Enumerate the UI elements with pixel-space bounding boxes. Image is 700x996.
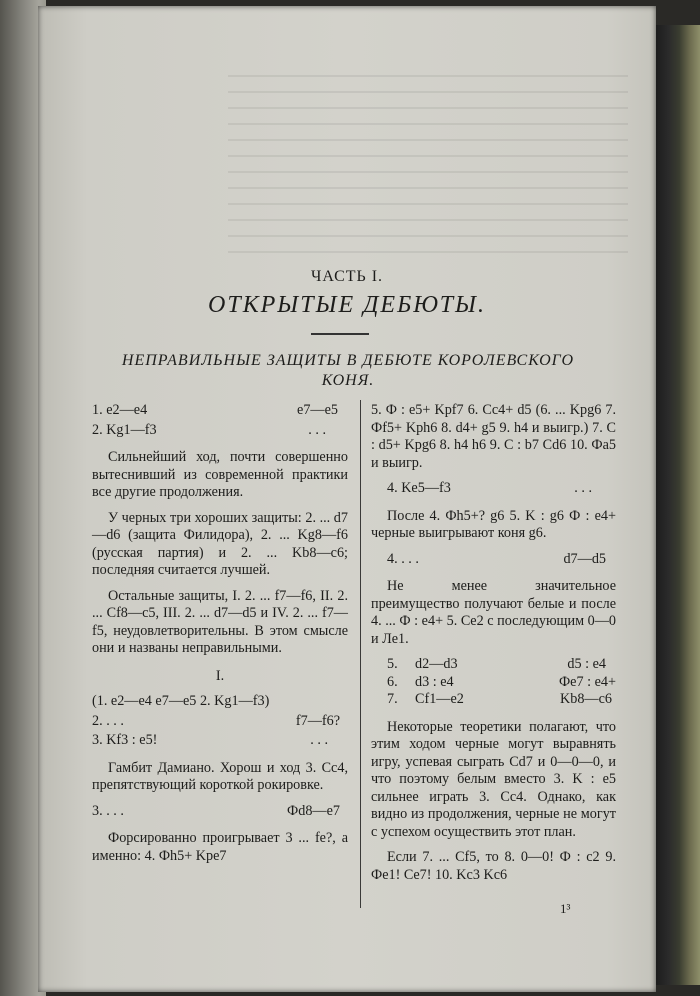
page-title: ОТКРЫТЫЕ ДЕБЮТЫ. (208, 292, 486, 318)
move-row (92, 713, 348, 731)
white-move: 2. . . . (92, 712, 124, 729)
move-number: 5. (387, 656, 398, 672)
move-row (92, 402, 348, 420)
black-move: . . . (308, 421, 326, 438)
move-row (92, 422, 348, 440)
show-through-text (228, 61, 628, 271)
title-rule (311, 333, 369, 335)
move-row (387, 674, 616, 692)
white-move: 1. e2—e4 (92, 402, 148, 418)
column-divider (360, 400, 361, 908)
white-move: 4. . . . (387, 550, 419, 567)
move-row (92, 693, 348, 711)
white-move: 3. Kf3 : e5! (92, 732, 158, 748)
book-page (38, 6, 656, 992)
black-move: . . . (310, 732, 328, 748)
move-recap: (1. e2—e4 e7—e5 2. Kg1—f3) (92, 693, 270, 709)
black-move: d5 : e4 (567, 656, 606, 672)
paragraph: Форсированно проигрывает 3 ... fe?, а именно: 4. Фh5+ Kpe7 (92, 830, 348, 864)
section-number: I. (215, 667, 225, 684)
paragraph: Гамбит Дамиано. Хорош и ход 3. Cc4, препятствующий короткой рокировке. (92, 759, 348, 793)
black-move: . . . (574, 480, 592, 496)
move-row (92, 732, 348, 750)
paragraph: После 4. Фh5+? g6 5. K : g6 Ф : e4+ черные выигрывают коня g6. (371, 507, 616, 541)
paragraph: Некоторые теоретики полагают, что этим ходом черные могут выравнять игру, успевая сыграть Cd7 и 0—0—0, и что поэтому белым вместо 3. K : e5 сильнее играть 3. Cc4. Однако, как видно из продолжения, черные не могут с успехом осуществить этот план. (371, 718, 616, 840)
paragraph: Сильнейший ход, почти совершенно вытеснивший из современной практики все другие продолжения. (92, 449, 348, 500)
black-move: f7—f6? (295, 712, 340, 729)
move-number: 6. (387, 673, 398, 690)
chapter-subtitle (58, 351, 638, 391)
move-row (387, 656, 616, 674)
black-move: d7—d5 (563, 550, 606, 567)
page-number: 1³ (560, 901, 571, 916)
paragraph: Если 7. ... Cf5, то 8. 0—0! Ф : c2 9. Фe1! Ce7! 10. Kc3 Kc6 (371, 849, 616, 883)
black-move: Фe7 : e4+ (558, 673, 616, 690)
paragraph: 5. Ф : e5+ Kpf7 6. Cc4+ d5 (6. ... Kpg6 7. Фf5+ Kph6 8. d4+ g5 9. h4 и выигр.) 7. C : d5+ Kpg6 8. h4 h6 9. C : b7 Cd6 10. Фa5 и выигр. (371, 402, 616, 471)
move-row (387, 691, 616, 709)
paragraph: Остальные защиты, I. 2. ... f7—f6, II. 2. ... Cf8—c5, III. 2. ... d7—d5 и IV. 2. ... f7—f5, неудовлетворительны. В этом смысле они и названы неправильными. (92, 587, 348, 656)
white-move: 3. . . . (92, 802, 124, 819)
black-move: e7—e5 (297, 402, 338, 418)
white-move: d3 : e4 (415, 673, 454, 690)
white-move: Cf1—e2 (415, 691, 464, 707)
subtitle-line-2: КОНЯ. (321, 372, 375, 389)
paragraph: У черных три хороших защиты: 2. ... d7—d6 (защита Филидора), 2. ... Kg8—f6 (русская партия) и 2. ... Kb8—c6; последняя считается лучшей. (92, 509, 348, 578)
black-move: Kb8—c6 (559, 691, 612, 707)
white-move: 4. Ke5—f3 (387, 480, 451, 496)
left-column (92, 402, 348, 873)
move-row (371, 480, 616, 498)
white-move: d2—d3 (415, 656, 458, 672)
right-column (371, 402, 616, 892)
paragraph: Не менее значительное преимущество получают белые и после 4. ... Ф : e4+ 5. Ce2 с последующим 0—0 и Лe1. (371, 578, 616, 647)
move-row (92, 803, 348, 821)
subtitle-line-1: НЕПРАВИЛЬНЫЕ ЗАЩИТЫ В ДЕБЮТЕ КОРОЛЕВСКОГО (121, 352, 575, 369)
move-row (371, 551, 616, 569)
part-heading: ЧАСТЬ I. (310, 268, 384, 285)
black-move: Фd8—e7 (287, 802, 340, 819)
move-number: 7. (387, 691, 398, 707)
white-move: 2. Kg1—f3 (92, 421, 157, 438)
